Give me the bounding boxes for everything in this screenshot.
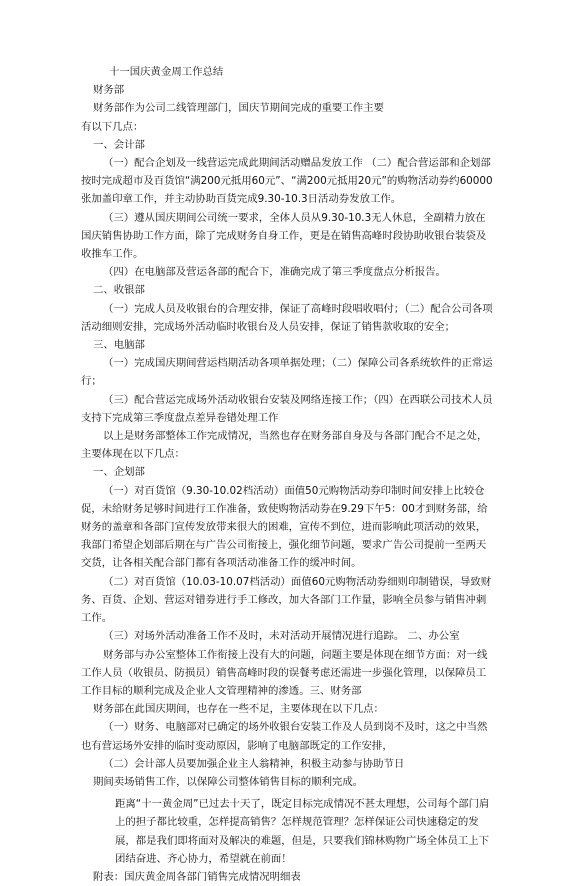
- document-body: [81, 63, 494, 886]
- paragraph: 财务部在此国庆期间，也存在一些不足，主要体现在以下几点：: [93, 703, 384, 716]
- paragraph: （一）对百货馆（9.30-10.02档活动）面值50元购物活动券印制时间安排上比较仓促，未给财务足够时间进行工作准备，致使购物活动券在9.29下午5：00才到财务部，给财务的盖章和各部门宣传发放带来很大的困难，宣传不到位，进而影响此项活动的效果，我部门希望企划部后期在与广告公司衔接上，强化细节问题，要求广告公司提前一至两天交货，让各相关配合部门都有各项活动准备工作的缓冲时间。: [81, 484, 488, 570]
- section-heading: 三、电脑部: [93, 339, 145, 352]
- attachment-line: 附表：国庆黄金周各部门销售完成情况明细表: [93, 870, 301, 883]
- section-heading: 一、企划部: [93, 466, 145, 479]
- paragraph: （三）遵从国庆期间公司统一要求，全体人员从9.30-10.3无人休息，全副精力放在国庆销售协助工作方面，除了完成财务自身工作，更是在销售高峰时段协助收银台装袋及收推车工作。: [81, 211, 487, 261]
- dept-name: 财务部: [93, 84, 125, 97]
- paragraph: （三）配合营运完成场外活动收银台安装及网络连接工作；（四）在西联公司技术人员支持下完成第三季度盘点差异卷错处理工作: [81, 393, 493, 424]
- doc-title: 十一国庆黄金周工作总结: [109, 66, 224, 78]
- paragraph: 财务部与办公室整体工作衔接上没有大的问题，问题主要是体现在细节方面：对一线工作人员（收银员、防损员）销售高峰时段的误餐考虑还需进一步强化管理，以保障员工工作目标的顺利完成及企业人文管理精神的渗透。三、财务部: [81, 648, 488, 697]
- closing-paragraph: 距离“十一黄金周”已过去十天了，既定目标完成情况不甚太理想，公司每个部门肩上的担子都比较重，怎样提高销售？怎样规范管理？怎样保证公司快速稳定的发展，都是我们即将面对及解决的难题，但是，只要我们锦林购物广场全体员工上下团结奋进、齐心协力，希望就在前面！: [115, 798, 490, 865]
- paragraph: （一）完成国庆期间营运档期活动各项单据处理；（二）保障公司各系统软件的正常运行；: [81, 357, 493, 388]
- paragraph: （三）对场外活动准备工作不及时，未对活动开展情况进行追踪。 二、办公室: [103, 630, 460, 643]
- section-heading: 二、收银部: [93, 284, 145, 297]
- paragraph: （二）对百货馆（10.03-10.07档活动）面值60元购物活动券细则印制错误，导致财务、百货、企划、营运对错券进行手工修改，加大各部门工作量，影响全员参与销售冲刺工作。: [81, 575, 492, 625]
- paragraph: 以上是财务部整体工作完成情况，当然也存在财务部自身及与各部门配合不足之处，主要体现在以下几点：: [81, 430, 488, 461]
- paragraph: 期间卖场销售工作，以保障公司整体销售目标的顺利完成。: [93, 775, 364, 788]
- intro-line: 有以下几点：: [81, 120, 144, 133]
- paragraph: （二）会计部人员要加强企业主人翁精神，积极主动参与协助节日: [103, 757, 405, 770]
- paragraph: （四）在电脑部及营运各部的配合下，准确完成了第三季度盘点分析报告。: [103, 266, 446, 279]
- section-heading: 一、会计部: [93, 138, 145, 151]
- intro-line: 财务部作为公司二线管理部门，国庆节期间完成的重要工作主要: [93, 102, 384, 115]
- paragraph: （一）配合企划及一线营运完成此期间活动赠品发放工作 （二）配合营运部和企划部按时完成超市及百货馆“满200元抵用60元”、“满200元抵用20元”的购物活动券约60000张加盖印章工作，并主动协助百货完成9.30-10.3日活动券发放工作。: [81, 157, 493, 206]
- paragraph: （一）完成人员及收银台的合理安排，保证了高峰时段唱收唱付；（二）配合公司各项活动细则安排，完成场外活动临时收银台及人员安排，保证了销售款收取的安全；: [81, 302, 493, 333]
- paragraph: （一）财务、电脑部对已确定的场外收银台安装工作及人员到岗不及时，这之中当然也有营运场外安排的临时变动原因，影响了电脑部既定的工作安排，: [81, 721, 488, 752]
